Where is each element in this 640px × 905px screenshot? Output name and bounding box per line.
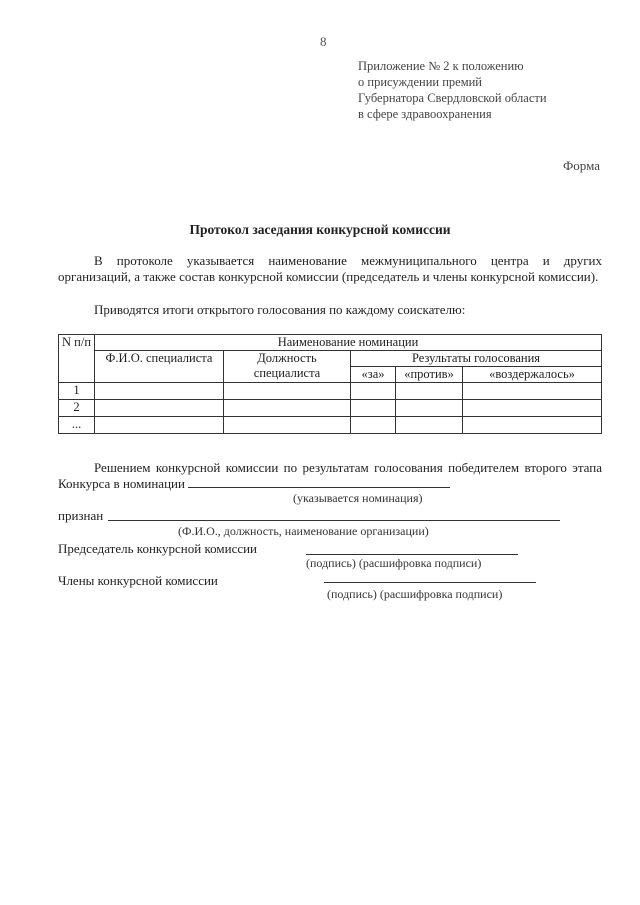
members-signature-caption: (подпись) (расшифровка подписи)	[327, 587, 503, 601]
recognized-label: признан	[58, 508, 104, 523]
table-row	[59, 383, 602, 400]
members-label: Члены конкурсной комиссии	[58, 573, 218, 588]
form-label: Форма	[563, 158, 600, 173]
header-vote-abstain: «воздержалось»	[463, 367, 602, 383]
document-title: Протокол заседания конкурсной комиссии	[189, 222, 451, 237]
chairman-label: Председатель конкурсной комиссии	[58, 541, 258, 556]
table-row	[59, 417, 602, 434]
recognized-blank-line	[108, 506, 560, 521]
paragraph-protocol-contents: В протоколе указывается наименование межмуниципального центра и других организаций, а также состав конкурсной комиссии (председатель и члены конкурсной комиссии).	[58, 253, 602, 284]
person-caption: (Ф.И.О., должность, наименование организации)	[178, 524, 429, 538]
row-number: 2	[59, 400, 95, 417]
header-specialist-name: Ф.И.О. специалиста	[95, 351, 224, 383]
chairman-signature-caption: (подпись) (расшифровка подписи)	[306, 556, 482, 570]
paragraph-decision	[58, 460, 602, 492]
appendix-line: Приложение № 2 к положению	[358, 59, 524, 73]
appendix-line: Губернатора Свердловской области	[358, 91, 547, 105]
paragraph-voting-results: Приводятся итоги открытого голосования по каждому соискателю:	[94, 302, 466, 317]
appendix-line: о присуждении премий	[358, 75, 482, 89]
appendix-line: в сфере здравоохранения	[358, 107, 492, 121]
header-nomination: Наименование номинации	[95, 335, 602, 351]
row-number: 1	[59, 383, 95, 400]
row-number: ...	[59, 417, 95, 434]
header-vote-for: «за»	[351, 367, 396, 383]
voting-results-table	[58, 334, 602, 434]
decision-text: Решением конкурсной комиссии по результатам голосования победителем второго этапа Конкурса в номинации	[58, 460, 602, 491]
members-signature-line	[324, 568, 536, 583]
table-row	[59, 400, 602, 417]
appendix-heading	[358, 58, 547, 122]
nomination-caption: (указывается номинация)	[293, 491, 423, 505]
header-vote-against: «против»	[396, 367, 463, 383]
header-voting-results: Результаты голосования	[351, 351, 602, 367]
page-number: 8	[320, 34, 327, 49]
nomination-blank-line	[188, 487, 450, 488]
chairman-signature-line	[306, 540, 518, 555]
header-specialist-position: Должность специалиста	[224, 351, 351, 383]
header-row-number: N п/п	[59, 335, 95, 383]
